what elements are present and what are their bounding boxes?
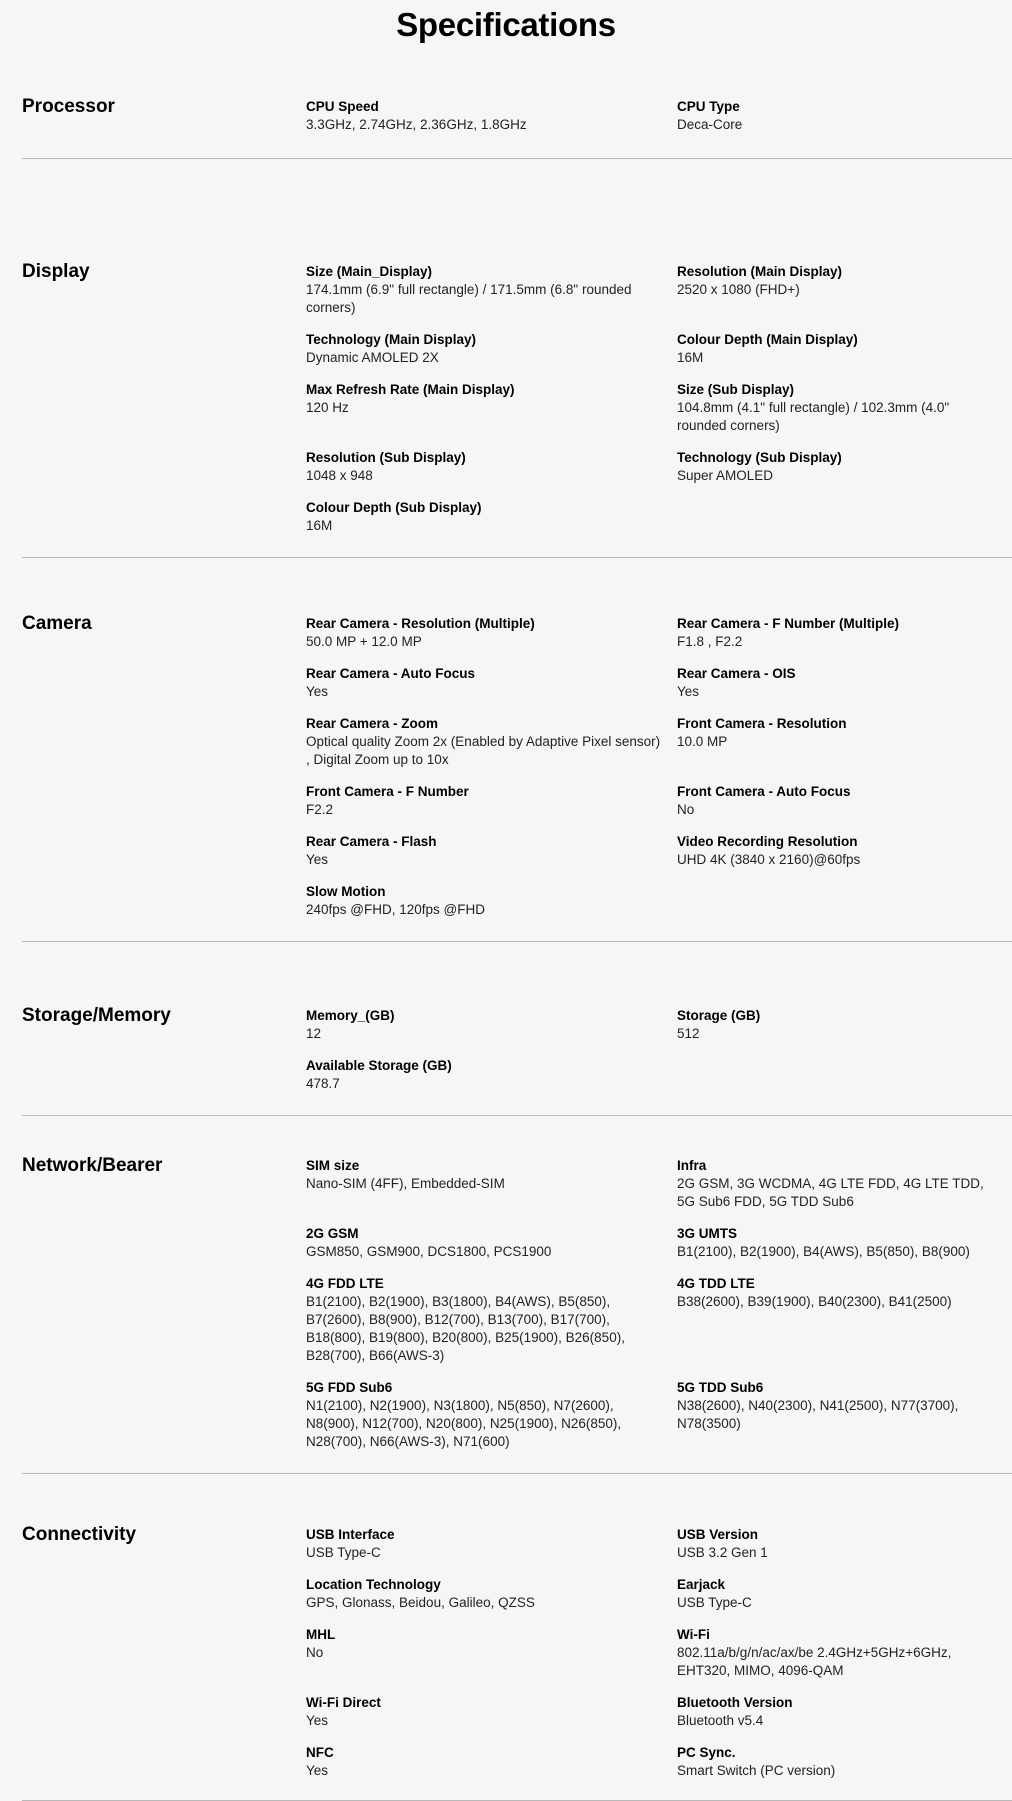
spec-label: 4G FDD LTE xyxy=(306,1276,384,1291)
spec-label: Front Camera - F Number xyxy=(306,784,469,799)
spec-label: MHL xyxy=(306,1627,336,1642)
spec-value: Dynamic AMOLED 2X xyxy=(306,350,439,365)
spec-label: CPU Speed xyxy=(306,99,379,114)
spec-label: Rear Camera - F Number (Multiple) xyxy=(677,616,900,631)
spec-value: 12 xyxy=(306,1026,322,1041)
spec-label: Wi-Fi xyxy=(677,1627,710,1642)
spec-section-camera xyxy=(22,609,1012,942)
spec-value: Yes xyxy=(306,1763,329,1778)
spec-section-processor xyxy=(22,92,1012,159)
spec-value: GSM850, GSM900, DCS1800, PCS1900 xyxy=(306,1244,552,1259)
spec-grid xyxy=(306,263,1012,535)
spec-value: 120 Hz xyxy=(306,400,349,415)
spec-item xyxy=(677,449,1012,485)
spec-item xyxy=(677,1626,1012,1680)
spec-label: Earjack xyxy=(677,1577,726,1592)
spec-item xyxy=(306,883,677,919)
spec-label: Rear Camera - Flash xyxy=(306,834,437,849)
spec-item xyxy=(677,1379,1012,1451)
spec-label: Technology (Main Display) xyxy=(306,332,477,347)
spec-value: Bluetooth v5.4 xyxy=(677,1713,764,1728)
spec-value: B38(2600), B39(1900), B40(2300), B41(2500) xyxy=(677,1294,952,1309)
spec-value: F1.8 , F2.2 xyxy=(677,634,743,649)
spec-item xyxy=(677,1744,1012,1780)
spec-value: Deca-Core xyxy=(677,117,743,132)
spec-value: Yes xyxy=(306,852,329,867)
spec-item xyxy=(677,833,1012,869)
spec-item xyxy=(677,1225,1012,1261)
spec-label: PC Sync. xyxy=(677,1745,736,1760)
section-title-processor: Processor xyxy=(22,96,115,117)
spec-item xyxy=(677,615,1012,651)
spec-label: 4G TDD LTE xyxy=(677,1276,755,1291)
spec-label: Video Recording Resolution xyxy=(677,834,858,849)
spec-section-storage xyxy=(22,1001,1012,1116)
spec-item xyxy=(677,1157,1012,1211)
spec-grid xyxy=(306,98,1012,134)
spec-item xyxy=(677,98,1012,134)
spec-label: Infra xyxy=(677,1158,707,1173)
spec-item xyxy=(677,783,1012,819)
spec-label: Memory_(GB) xyxy=(306,1008,395,1023)
spec-value: 104.8mm (4.1" full rectangle) / 102.3mm (4.0" rounded corners) xyxy=(677,400,950,433)
spec-value: 16M xyxy=(306,518,333,533)
spec-item xyxy=(677,1576,1012,1612)
spec-item xyxy=(306,263,677,317)
spec-item xyxy=(677,665,1012,701)
spec-value: N38(2600), N40(2300), N41(2500), N77(3700), N78(3500) xyxy=(677,1398,959,1431)
spec-value: USB 3.2 Gen 1 xyxy=(677,1545,768,1560)
spec-item xyxy=(677,263,1012,317)
spec-item xyxy=(306,1526,677,1562)
section-title-camera: Camera xyxy=(22,613,92,634)
spec-item xyxy=(306,615,677,651)
spec-item xyxy=(306,1225,677,1261)
spec-item xyxy=(677,715,1012,769)
spec-value: USB Type-C xyxy=(677,1595,752,1610)
section-title-connectivity: Connectivity xyxy=(22,1524,137,1545)
section-title-network: Network/Bearer xyxy=(22,1155,163,1176)
section-title-display: Display xyxy=(22,261,90,282)
spec-label: Wi-Fi Direct xyxy=(306,1695,381,1710)
spec-value: B1(2100), B2(1900), B3(1800), B4(AWS), B5(850), B7(2600), B8(900), B12(700), B13(700), B17(700), B18(800), B19(800), B20(800), B25(1900), B26(850), B28(700), B66(AWS-3) xyxy=(306,1294,625,1363)
spec-value: Optical quality Zoom 2x (Enabled by Adaptive Pixel sensor) , Digital Zoom up to 10x xyxy=(306,734,661,767)
spec-label: Slow Motion xyxy=(306,884,386,899)
spec-section-network xyxy=(22,1151,1012,1474)
spec-label: 5G FDD Sub6 xyxy=(306,1380,393,1395)
spec-item xyxy=(306,1626,677,1680)
spec-label: 3G UMTS xyxy=(677,1226,738,1241)
spec-value: 50.0 MP + 12.0 MP xyxy=(306,634,422,649)
spec-value: 3.3GHz, 2.74GHz, 2.36GHz, 1.8GHz xyxy=(306,117,527,132)
spec-value: No xyxy=(306,1645,324,1660)
spec-value: Super AMOLED xyxy=(677,468,774,483)
spec-value: Yes xyxy=(677,684,700,699)
spec-value: N1(2100), N2(1900), N3(1800), N5(850), N7(2600), N8(900), N12(700), N20(800), N25(1900), N26(850), N28(700), N66(AWS-3), N71(600) xyxy=(306,1398,622,1449)
spec-label: Rear Camera - Zoom xyxy=(306,716,439,731)
spec-item xyxy=(677,1526,1012,1562)
spec-value: 16M xyxy=(677,350,704,365)
spec-item xyxy=(677,1007,1012,1043)
page-title: Specifications xyxy=(396,6,616,43)
spec-item xyxy=(306,1157,677,1211)
spec-item xyxy=(306,381,677,435)
spec-value: USB Type-C xyxy=(306,1545,381,1560)
spec-label: Front Camera - Resolution xyxy=(677,716,847,731)
spec-label: Colour Depth (Sub Display) xyxy=(306,500,482,515)
spec-section-connectivity xyxy=(22,1520,1012,1801)
spec-value: 240fps @FHD, 120fps @FHD xyxy=(306,902,485,917)
spec-grid xyxy=(306,615,1012,919)
spec-label: 2G GSM xyxy=(306,1226,359,1241)
spec-value: 174.1mm (6.9" full rectangle) / 171.5mm (6.8" rounded corners) xyxy=(306,282,632,315)
spec-value: Smart Switch (PC version) xyxy=(677,1763,836,1778)
spec-item xyxy=(306,98,677,134)
spec-grid xyxy=(306,1157,1012,1451)
spec-item xyxy=(306,449,677,485)
spec-item xyxy=(677,381,1012,435)
spec-item xyxy=(306,665,677,701)
spec-label: Rear Camera - OIS xyxy=(677,666,796,681)
spec-item xyxy=(306,1576,677,1612)
spec-item xyxy=(306,1007,677,1043)
spec-item xyxy=(306,833,677,869)
spec-label: Size (Sub Display) xyxy=(677,382,795,397)
spec-label: Location Technology xyxy=(306,1577,441,1592)
spec-label: SIM size xyxy=(306,1158,360,1173)
spec-label: USB Interface xyxy=(306,1527,395,1542)
spec-value: F2.2 xyxy=(306,802,334,817)
spec-label: Rear Camera - Auto Focus xyxy=(306,666,476,681)
spec-label: Available Storage (GB) xyxy=(306,1058,452,1073)
spec-value: 10.0 MP xyxy=(677,734,728,749)
spec-grid xyxy=(306,1007,1012,1093)
spec-item xyxy=(677,1694,1012,1730)
spec-label: 5G TDD Sub6 xyxy=(677,1380,764,1395)
spec-label: Front Camera - Auto Focus xyxy=(677,784,851,799)
spec-value: 2520 x 1080 (FHD+) xyxy=(677,282,800,297)
spec-value: 802.11a/b/g/n/ac/ax/be 2.4GHz+5GHz+6GHz, EHT320, MIMO, 4096-QAM xyxy=(677,1645,952,1678)
spec-item xyxy=(677,331,1012,367)
spec-label: Colour Depth (Main Display) xyxy=(677,332,858,347)
spec-label: NFC xyxy=(306,1745,334,1760)
spec-label: Size (Main_Display) xyxy=(306,264,433,279)
spec-item xyxy=(306,783,677,819)
spec-value: Nano-SIM (4FF), Embedded-SIM xyxy=(306,1176,505,1191)
spec-item xyxy=(306,715,677,769)
spec-value: 2G GSM, 3G WCDMA, 4G LTE FDD, 4G LTE TDD, 5G Sub6 FDD, 5G TDD Sub6 xyxy=(677,1176,984,1209)
section-title-storage: Storage/Memory xyxy=(22,1005,171,1026)
spec-label: Technology (Sub Display) xyxy=(677,450,842,465)
spec-section-display xyxy=(22,257,1012,558)
spec-item xyxy=(306,1379,677,1451)
spec-value: 1048 x 948 xyxy=(306,468,373,483)
spec-label: Max Refresh Rate (Main Display) xyxy=(306,382,515,397)
spec-value: 512 xyxy=(677,1026,700,1041)
spec-label: USB Version xyxy=(677,1527,759,1542)
spec-label: Resolution (Sub Display) xyxy=(306,450,466,465)
spec-value: Yes xyxy=(306,684,329,699)
spec-label: Storage (GB) xyxy=(677,1008,761,1023)
spec-item xyxy=(306,1275,677,1365)
spec-label: Rear Camera - Resolution (Multiple) xyxy=(306,616,535,631)
spec-label: Bluetooth Version xyxy=(677,1695,793,1710)
spec-value: No xyxy=(677,802,695,817)
spec-item xyxy=(306,331,677,367)
spec-value: 478.7 xyxy=(306,1076,340,1091)
spec-label: Resolution (Main Display) xyxy=(677,264,843,279)
spec-value: UHD 4K (3840 x 2160)@60fps xyxy=(677,852,861,867)
spec-grid xyxy=(306,1526,1012,1780)
spec-value: B1(2100), B2(1900), B4(AWS), B5(850), B8(900) xyxy=(677,1244,970,1259)
spec-item xyxy=(306,499,677,535)
spec-item xyxy=(306,1694,677,1730)
spec-value: GPS, Glonass, Beidou, Galileo, QZSS xyxy=(306,1595,535,1610)
spec-item xyxy=(306,1057,677,1093)
spec-item xyxy=(306,1744,677,1780)
spec-label: CPU Type xyxy=(677,99,740,114)
spec-item xyxy=(677,1275,1012,1365)
spec-value: Yes xyxy=(306,1713,329,1728)
